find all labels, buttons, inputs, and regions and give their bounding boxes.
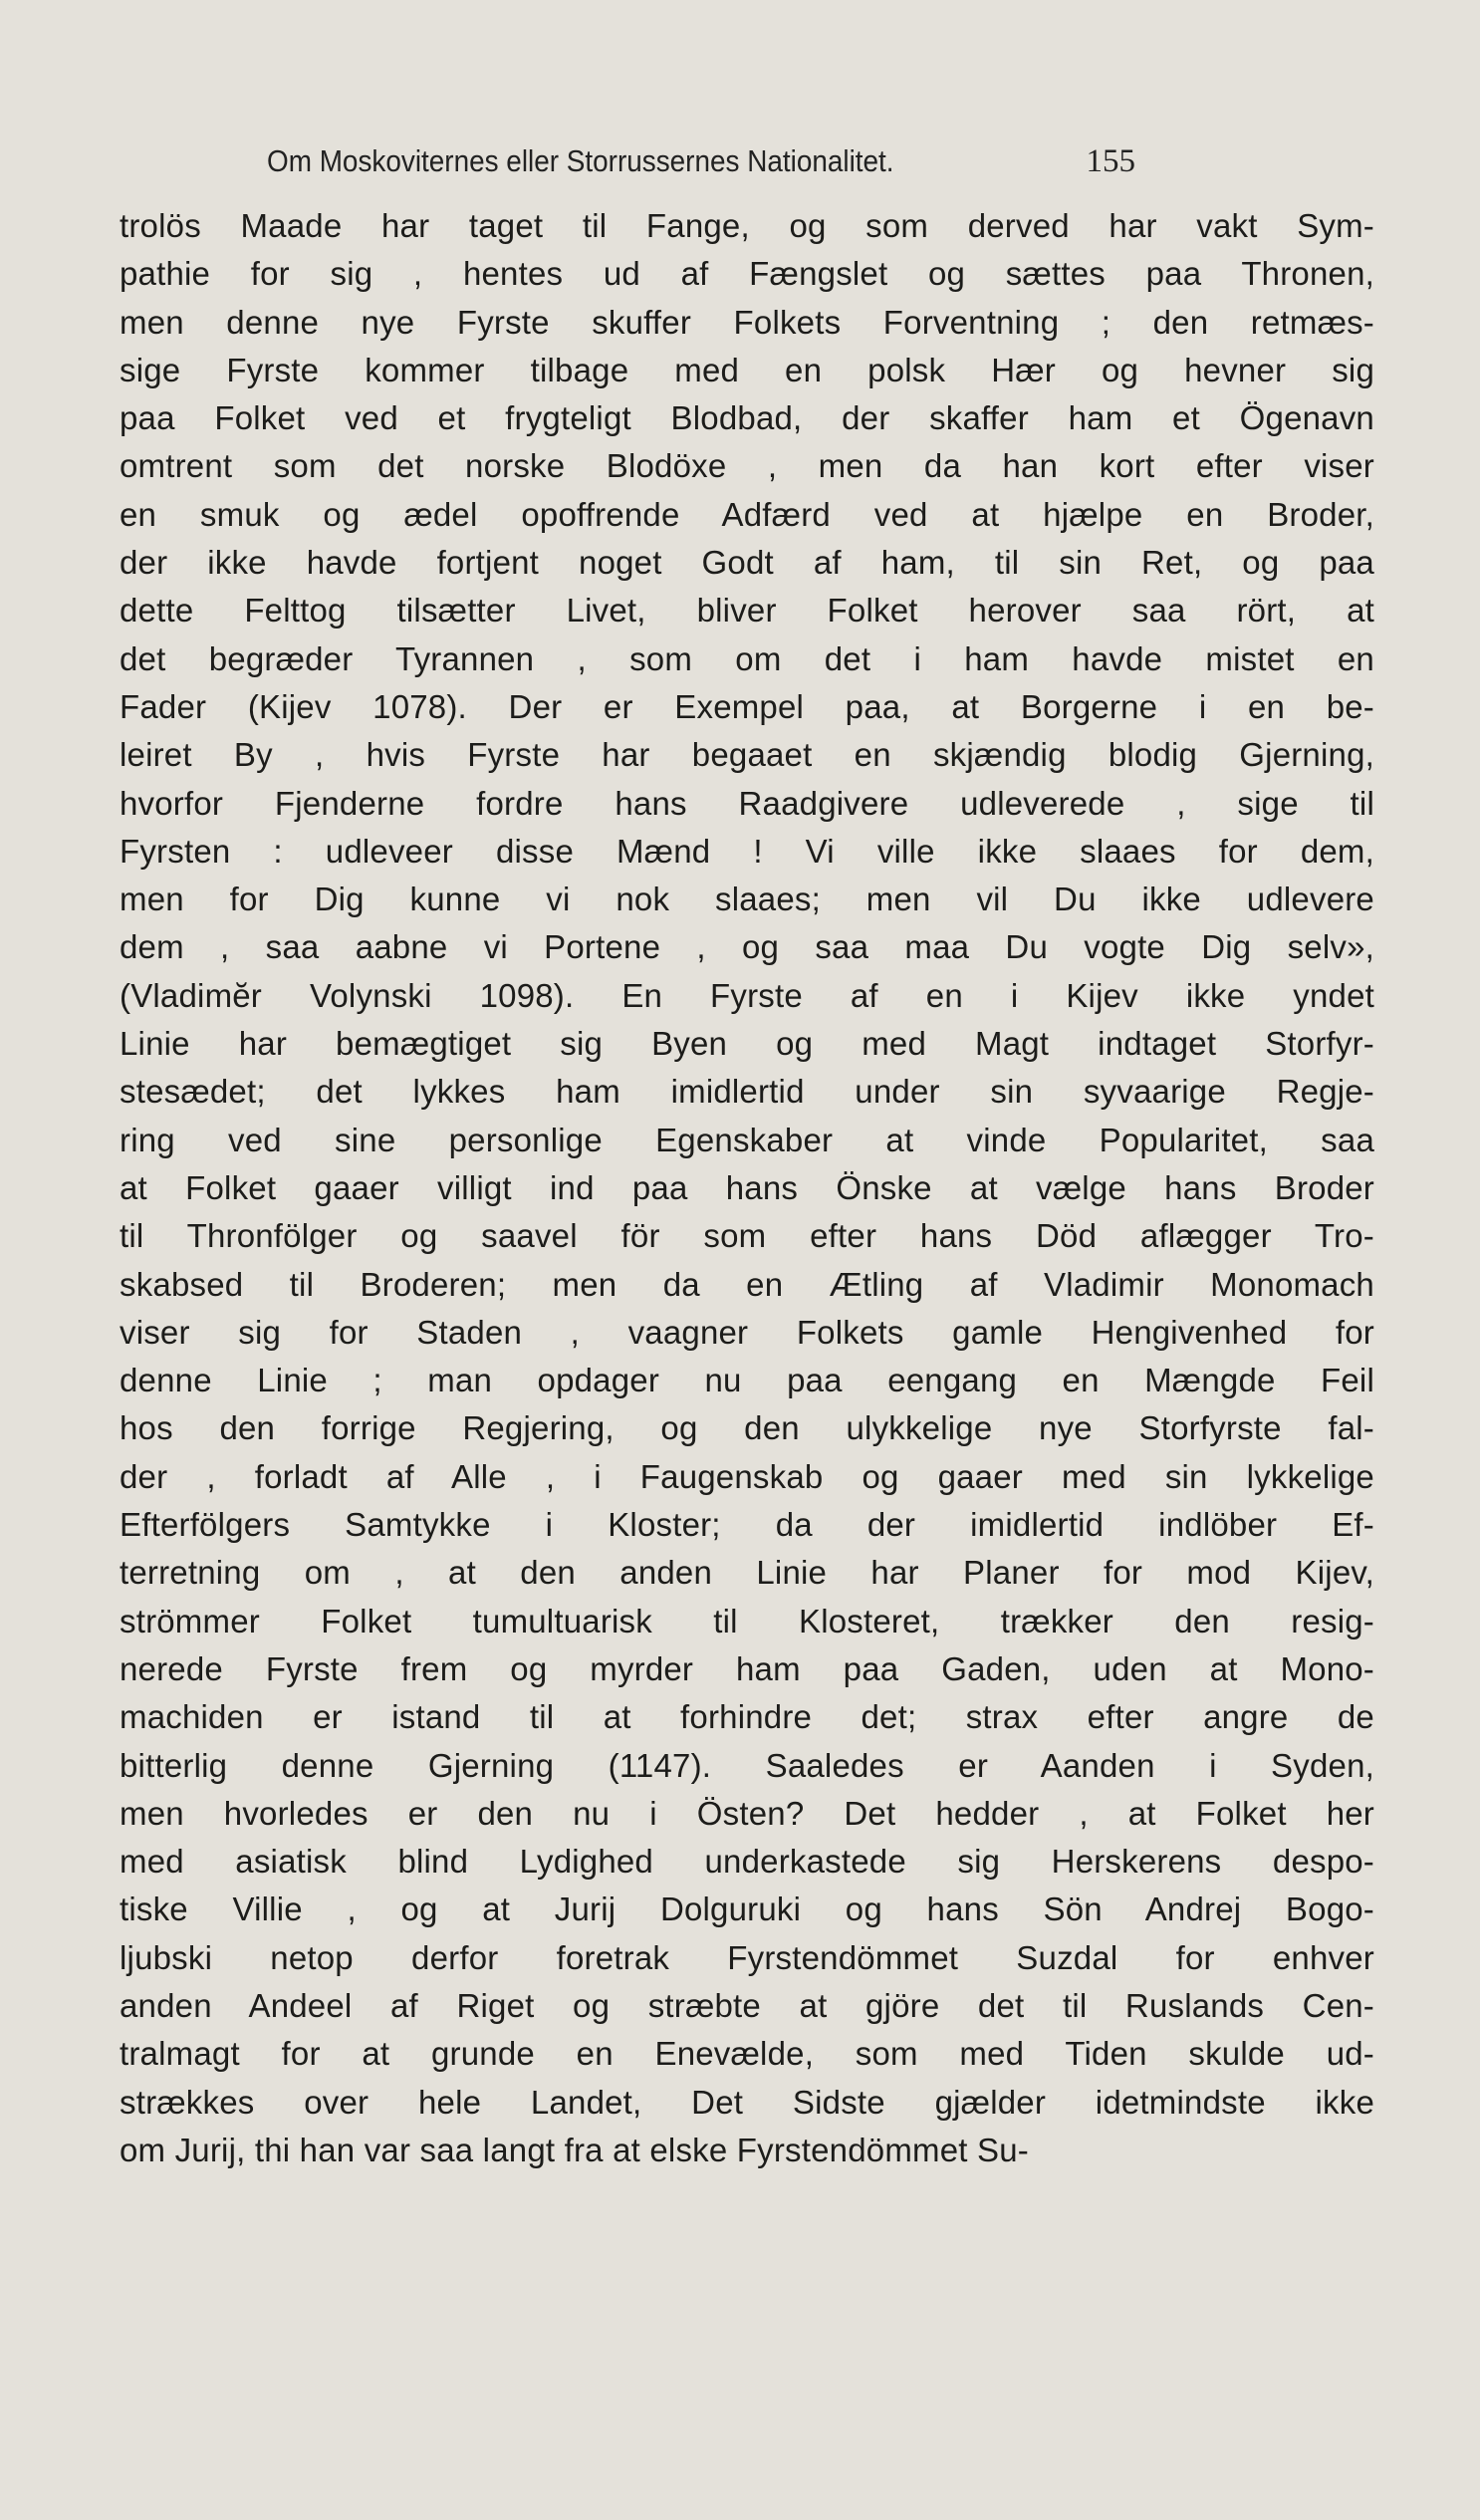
text-line: ring ved sine personlige Egenskaber at vinde Popularitet, saa [120, 1121, 1374, 1158]
text-line: skabsed til Broderen; men da en Ætling af Vladimir Monomach [120, 1265, 1374, 1303]
running-title: Om Moskoviternes eller Storrussernes Nationalitet. [267, 143, 894, 178]
text-line: det begræder Tyrannen , som om det i ham havde mistet en [120, 639, 1374, 677]
text-line: tralmagt for at grunde en Enevælde, som med Tiden skulde ud- [120, 2035, 1374, 2073]
text-line: Fader (Kijev 1078). Der er Exempel paa, at Borgerne i en be- [120, 687, 1374, 725]
text-line: Linie har bemægtiget sig Byen og med Magt indtaget Storfyr- [120, 1025, 1374, 1063]
text-line: machiden er istand til at forhindre det; strax efter angre de [120, 1698, 1374, 1736]
text-line: dette Felttog tilsætter Livet, bliver Folket herover saa rört, at [120, 592, 1374, 630]
text-line: pathie for sig , hentes ud af Fængslet og sættes paa Thronen, [120, 255, 1374, 293]
text-line: Fyrsten : udleveer disse Mænd ! Vi ville ikke slaaes for dem, [120, 832, 1374, 870]
text-line: (Vladimĕr Volynski 1098). En Fyrste af en i Kijev ikke yndet [120, 976, 1374, 1014]
text-line: om Jurij, thi han var saa langt fra at elske Fyrstendömmet Su- [120, 2131, 1029, 2168]
text-line: en smuk og ædel opoffrende Adfærd ved at hjælpe en Broder, [120, 495, 1374, 533]
text-line: der ikke havde fortjent noget Godt af ham, til sin Ret, og paa [120, 544, 1374, 582]
text-line: trolös Maade har taget til Fange, og som derved har vakt Sym- [120, 207, 1374, 244]
text-line: men hvorledes er den nu i Östen? Det hedder , at Folket her [120, 1794, 1374, 1832]
text-line: ljubski netop derfor foretrak Fyrstendömmet Suzdal for enhver [120, 1938, 1374, 1976]
text-line: terretning om , at den anden Linie har Planer for mod Kijev, [120, 1554, 1374, 1592]
text-line: strækkes over hele Landet, Det Sidste gjælder idetmindste ikke [120, 2083, 1374, 2121]
text-line: Efterfölgers Samtykke i Kloster; da der imidlertid indlöber Ef- [120, 1506, 1374, 1544]
page-number: 155 [1086, 143, 1135, 179]
text-line: hvorfor Fjenderne fordre hans Raadgivere udleverede , sige til [120, 784, 1374, 822]
text-line: hos den forrige Regjering, og den ulykkelige nye Storfyrste fal- [120, 1409, 1374, 1447]
text-line: men denne nye Fyrste skuffer Folkets Forventning ; den retmæs- [120, 303, 1374, 341]
text-line: anden Andeel af Riget og stræbte at gjöre det til Ruslands Cen- [120, 1986, 1374, 2024]
body-text [120, 202, 1374, 2174]
text-line: stesædet; det lykkes ham imidlertid under sin syvaarige Regje- [120, 1073, 1374, 1111]
text-line: bitterlig denne Gjerning (1147). Saaledes er Aanden i Syden, [120, 1746, 1374, 1784]
text-line: med asiatisk blind Lydighed underkastede sig Herskerens despo- [120, 1843, 1374, 1881]
text-line: tiske Villie , og at Jurij Dolguruki og hans Sön Andrej Bogo- [120, 1890, 1374, 1928]
text-line: dem , saa aabne vi Portene , og saa maa Du vogte Dig selv», [120, 928, 1374, 966]
text-line: men for Dig kunne vi nok slaaes; men vil Du ikke udlevere [120, 881, 1374, 918]
text-line: paa Folket ved et frygteligt Blodbad, der skaffer ham et Ögenavn [120, 399, 1374, 437]
text-line: viser sig for Staden , vaagner Folkets gamle Hengivenhed for [120, 1313, 1374, 1351]
running-head [267, 139, 1135, 183]
text-line: omtrent som det norske Blodöxe , men da han kort efter viser [120, 447, 1374, 485]
text-line: sige Fyrste kommer tilbage med en polsk Hær og hevner sig [120, 351, 1374, 388]
text-line: at Folket gaaer villigt ind paa hans Önske at vælge hans Broder [120, 1168, 1374, 1206]
text-line: nerede Fyrste frem og myrder ham paa Gaden, uden at Mono- [120, 1649, 1374, 1687]
text-line: der , forladt af Alle , i Faugenskab og gaaer med sin lykkelige [120, 1457, 1374, 1495]
text-line: strömmer Folket tumultuarisk til Klosteret, trækker den resig- [120, 1602, 1374, 1639]
text-line: denne Linie ; man opdager nu paa eengang en Mængde Feil [120, 1362, 1374, 1399]
text-line: leiret By , hvis Fyrste har begaaet en skjændig blodig Gjerning, [120, 736, 1374, 774]
text-line: til Thronfölger og saavel för som efter hans Död aflægger Tro- [120, 1217, 1374, 1255]
